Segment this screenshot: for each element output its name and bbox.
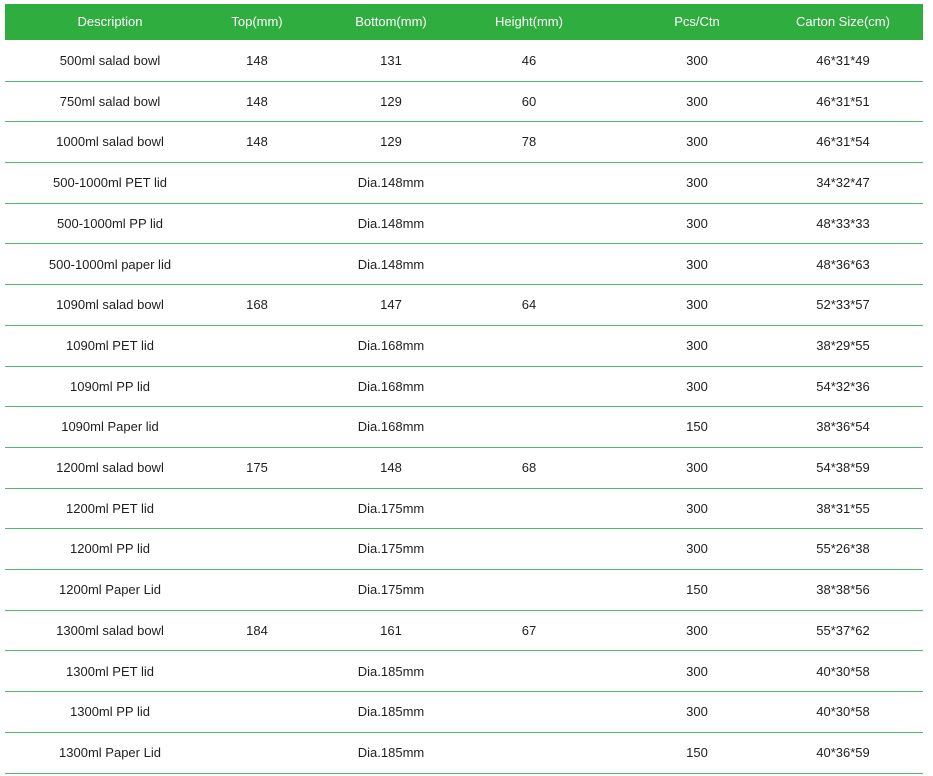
cell-pcs-ctn: 150 [686, 582, 708, 598]
cell-description: 1200ml PP lid [70, 541, 150, 557]
cell-diameter: Dia.148mm [357, 215, 425, 231]
table-row [5, 163, 923, 204]
cell-pcs-ctn: 300 [686, 337, 708, 353]
cell-pcs-ctn: 300 [686, 622, 708, 638]
table-row [5, 82, 923, 123]
cell-description: 1090ml salad bowl [56, 297, 164, 313]
cell-carton-size: 54*38*59 [816, 460, 870, 475]
cell-top: 168 [246, 297, 268, 313]
table-row [5, 448, 923, 489]
cell-height: 46 [521, 53, 537, 68]
cell-pcs-ctn: 300 [686, 500, 708, 516]
cell-pcs-ctn: 300 [686, 663, 708, 679]
cell-top: 148 [246, 53, 268, 68]
cell-height: 68 [521, 460, 537, 475]
cell-diameter: Dia.185mm [357, 704, 425, 720]
cell-top: 175 [246, 460, 268, 475]
table-row [5, 692, 923, 733]
header-description: Description [77, 14, 143, 29]
cell-bottom: 161 [380, 622, 402, 638]
cell-pcs-ctn: 300 [686, 297, 708, 313]
cell-height: 67 [521, 622, 537, 638]
cell-carton-size: 38*29*55 [816, 337, 870, 353]
table-row [5, 285, 923, 326]
cell-description: 1200ml PET lid [66, 500, 154, 516]
cell-bottom: 131 [380, 53, 402, 68]
cell-pcs-ctn: 300 [686, 460, 708, 475]
cell-bottom: 129 [380, 134, 402, 150]
cell-carton-size: 52*33*57 [816, 297, 870, 313]
table-row [5, 652, 923, 693]
cell-carton-size: 48*36*63 [816, 256, 870, 272]
cell-description: 1300ml Paper Lid [59, 744, 161, 760]
header-pcs-ctn: Pcs/Ctn [674, 14, 720, 29]
cell-description: 1200ml salad bowl [56, 460, 164, 475]
cell-diameter: Dia.148mm [357, 256, 425, 272]
cell-description: 500-1000ml PET lid [53, 175, 167, 191]
cell-carton-size: 55*26*38 [816, 541, 870, 557]
cell-pcs-ctn: 150 [686, 419, 708, 435]
cell-diameter: Dia.175mm [357, 500, 425, 516]
cell-description: 1090ml PET lid [66, 337, 154, 353]
cell-description: 1000ml salad bowl [56, 134, 164, 150]
cell-height: 78 [521, 134, 537, 150]
cell-carton-size: 46*31*54 [816, 134, 870, 150]
cell-top: 148 [246, 134, 268, 150]
header-carton-size: Carton Size(cm) [796, 14, 890, 29]
cell-pcs-ctn: 300 [686, 93, 708, 109]
cell-carton-size: 48*33*33 [816, 215, 870, 231]
cell-diameter: Dia.168mm [357, 378, 425, 394]
table-row [5, 122, 923, 163]
cell-description: 1300ml PP lid [70, 704, 150, 720]
table-row [5, 529, 923, 570]
table-row [5, 570, 923, 611]
cell-diameter: Dia.175mm [357, 541, 425, 557]
cell-diameter: Dia.185mm [357, 744, 425, 760]
table-header [5, 4, 923, 40]
table-row [5, 407, 923, 448]
cell-description: 500ml salad bowl [59, 53, 161, 68]
header-top: Top(mm) [231, 14, 283, 29]
cell-pcs-ctn: 300 [686, 175, 708, 191]
cell-pcs-ctn: 300 [686, 704, 708, 720]
cell-carton-size: 40*30*58 [816, 663, 870, 679]
cell-description: 1090ml Paper lid [61, 419, 159, 435]
cell-bottom: 148 [380, 460, 402, 475]
cell-diameter: Dia.185mm [357, 663, 425, 679]
cell-diameter: Dia.175mm [357, 582, 425, 598]
cell-carton-size: 55*37*62 [816, 622, 870, 638]
table-row [5, 367, 923, 408]
table-row [5, 611, 923, 652]
header-bottom: Bottom(mm) [355, 14, 427, 29]
cell-pcs-ctn: 300 [686, 215, 708, 231]
cell-pcs-ctn: 300 [686, 378, 708, 394]
cell-pcs-ctn: 300 [686, 134, 708, 150]
cell-carton-size: 38*38*56 [816, 582, 870, 598]
table-row [5, 204, 923, 245]
cell-top: 184 [246, 622, 268, 638]
cell-carton-size: 40*30*58 [816, 704, 870, 720]
cell-height: 64 [521, 297, 537, 313]
cell-description: 750ml salad bowl [59, 93, 161, 109]
cell-carton-size: 38*36*54 [816, 419, 870, 435]
cell-carton-size: 34*32*47 [816, 175, 870, 191]
cell-description: 1300ml salad bowl [56, 622, 164, 638]
cell-carton-size: 54*32*36 [816, 378, 870, 394]
cell-carton-size: 40*36*59 [816, 744, 870, 760]
cell-height: 60 [521, 93, 537, 109]
cell-bottom: 129 [380, 93, 402, 109]
table-row [5, 245, 923, 286]
cell-pcs-ctn: 150 [686, 744, 708, 760]
cell-description: 1200ml Paper Lid [59, 582, 161, 598]
cell-top: 148 [246, 93, 268, 109]
cell-carton-size: 46*31*49 [816, 53, 870, 68]
header-height: Height(mm) [495, 14, 563, 29]
cell-carton-size: 38*31*55 [816, 500, 870, 516]
cell-diameter: Dia.168mm [357, 337, 425, 353]
cell-carton-size: 46*31*51 [816, 93, 870, 109]
cell-description: 1300ml PET lid [66, 663, 154, 679]
table-row [5, 326, 923, 367]
cell-description: 500-1000ml paper lid [48, 256, 172, 272]
cell-description: 500-1000ml PP lid [57, 215, 163, 231]
cell-diameter: Dia.148mm [357, 175, 425, 191]
cell-pcs-ctn: 300 [686, 53, 708, 68]
cell-bottom: 147 [380, 297, 402, 313]
table-row [5, 489, 923, 530]
cell-description: 1090ml PP lid [70, 378, 150, 394]
table-row [5, 733, 923, 774]
table-row [5, 41, 923, 82]
cell-pcs-ctn: 300 [686, 256, 708, 272]
cell-pcs-ctn: 300 [686, 541, 708, 557]
cell-diameter: Dia.168mm [357, 419, 425, 435]
